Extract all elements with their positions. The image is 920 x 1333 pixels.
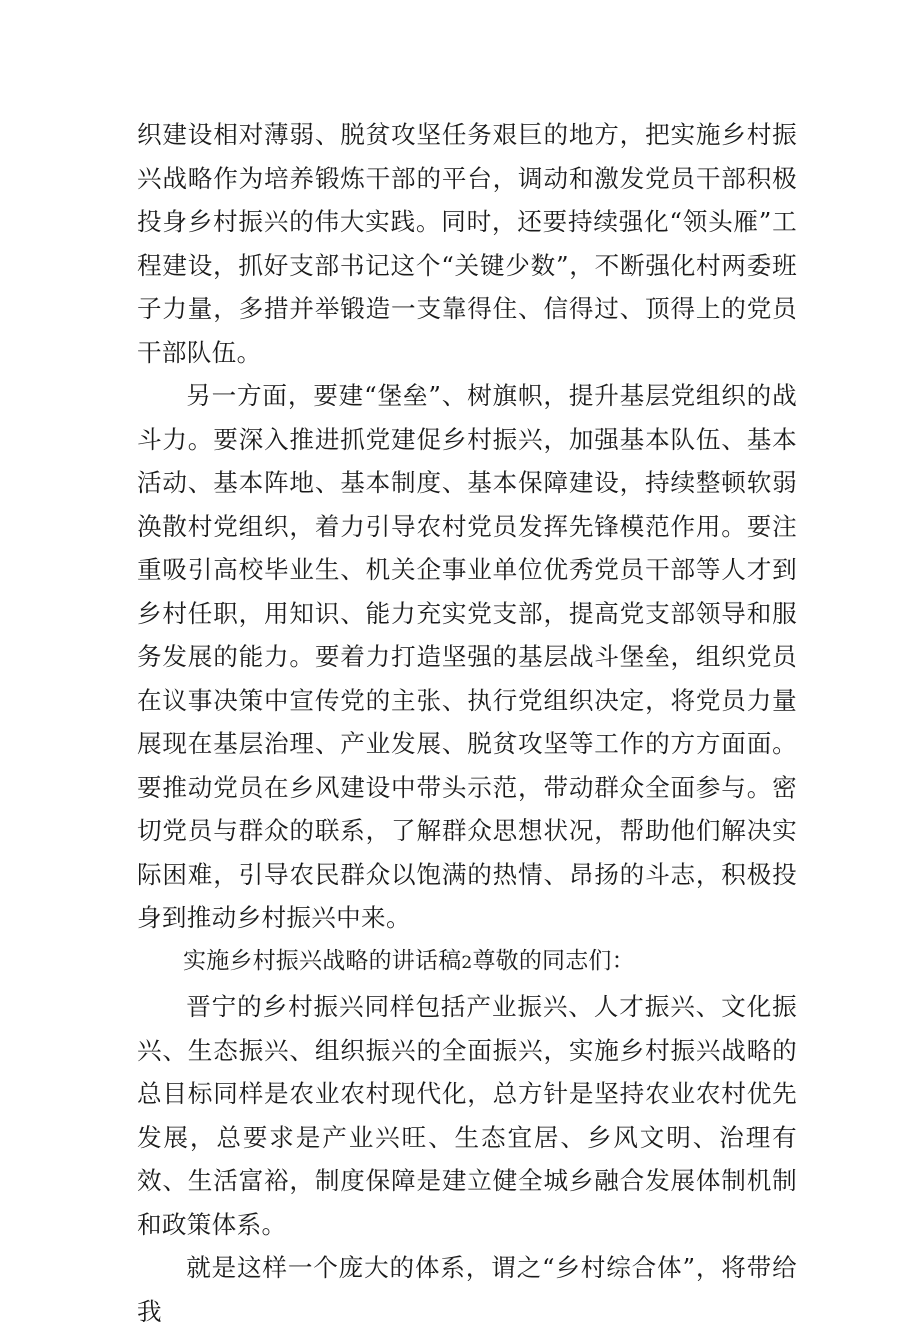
paragraph-continued: 织建设相对薄弱、脱贫攻坚任务艰巨的地方，把实施乡村振兴战略作为培养锻炼干部的平台，调动和激发党员干部积极投身乡村振兴的伟大实践。同时，还要持续强化“领头雁”工程建设，抓好支部书记这个“关键少数”，不断强化村两委班子力量，多措并举锻造一支靠得住、信得过、顶得上的党员干部队伍。 (137, 120, 797, 367)
paragraph-jinning: 晋宁的乡村振兴同样包括产业振兴、人才振兴、文化振兴、生态振兴、组织振兴的全面振兴，实施乡村振兴战略的总目标同样是农业农村现代化，总方针是坚持农业农村优先发展，总要求是产业兴旺、生态宜居、乡风文明、治理有效、生活富裕，制度保障是建立健全城乡融合发展体制机制和政策体系。 (137, 992, 797, 1239)
speech-heading (137, 940, 797, 986)
speech-salutation: 尊敬的同志们： (472, 947, 635, 974)
document-body (137, 113, 797, 1333)
paragraph-fortress: 另一方面，要建“堡垒”、树旗帜，提升基层党组织的战斗力。要深入推进抓党建促乡村振兴，加强基本队伍、基本活动、基本阵地、基本制度、基本保障建设，持续整顿软弱涣散村党组织，着力引导农村党员发挥先锋模范作用。要注重吸引高校毕业生、机关企事业单位优秀党员干部等人才到乡村任职，用知识、能力充实党支部，提高党支部领导和服务发展的能力。要着力打造坚强的基层战斗堡垒，组织党员在议事决策中宣传党的主张、执行党组织决定，将党员力量展现在基层治理、产业发展、脱贫攻坚等工作的方方面面。要推动党员在乡风建设中带头示范，带动群众全面参与。密切党员与群众的联系，了解群众思想状况，帮助他们解决实际困难，引导农民群众以饱满的热情、昂扬的斗志，积极投身到推动乡村振兴中来。 (137, 381, 797, 932)
paragraph-rural-complex: 就是这样一个庞大的体系，谓之“乡村综合体”，将带给我 (137, 1253, 797, 1326)
speech-number: 2 (461, 952, 473, 973)
speech-title: 实施乡村振兴战略的讲话稿 (183, 947, 462, 974)
